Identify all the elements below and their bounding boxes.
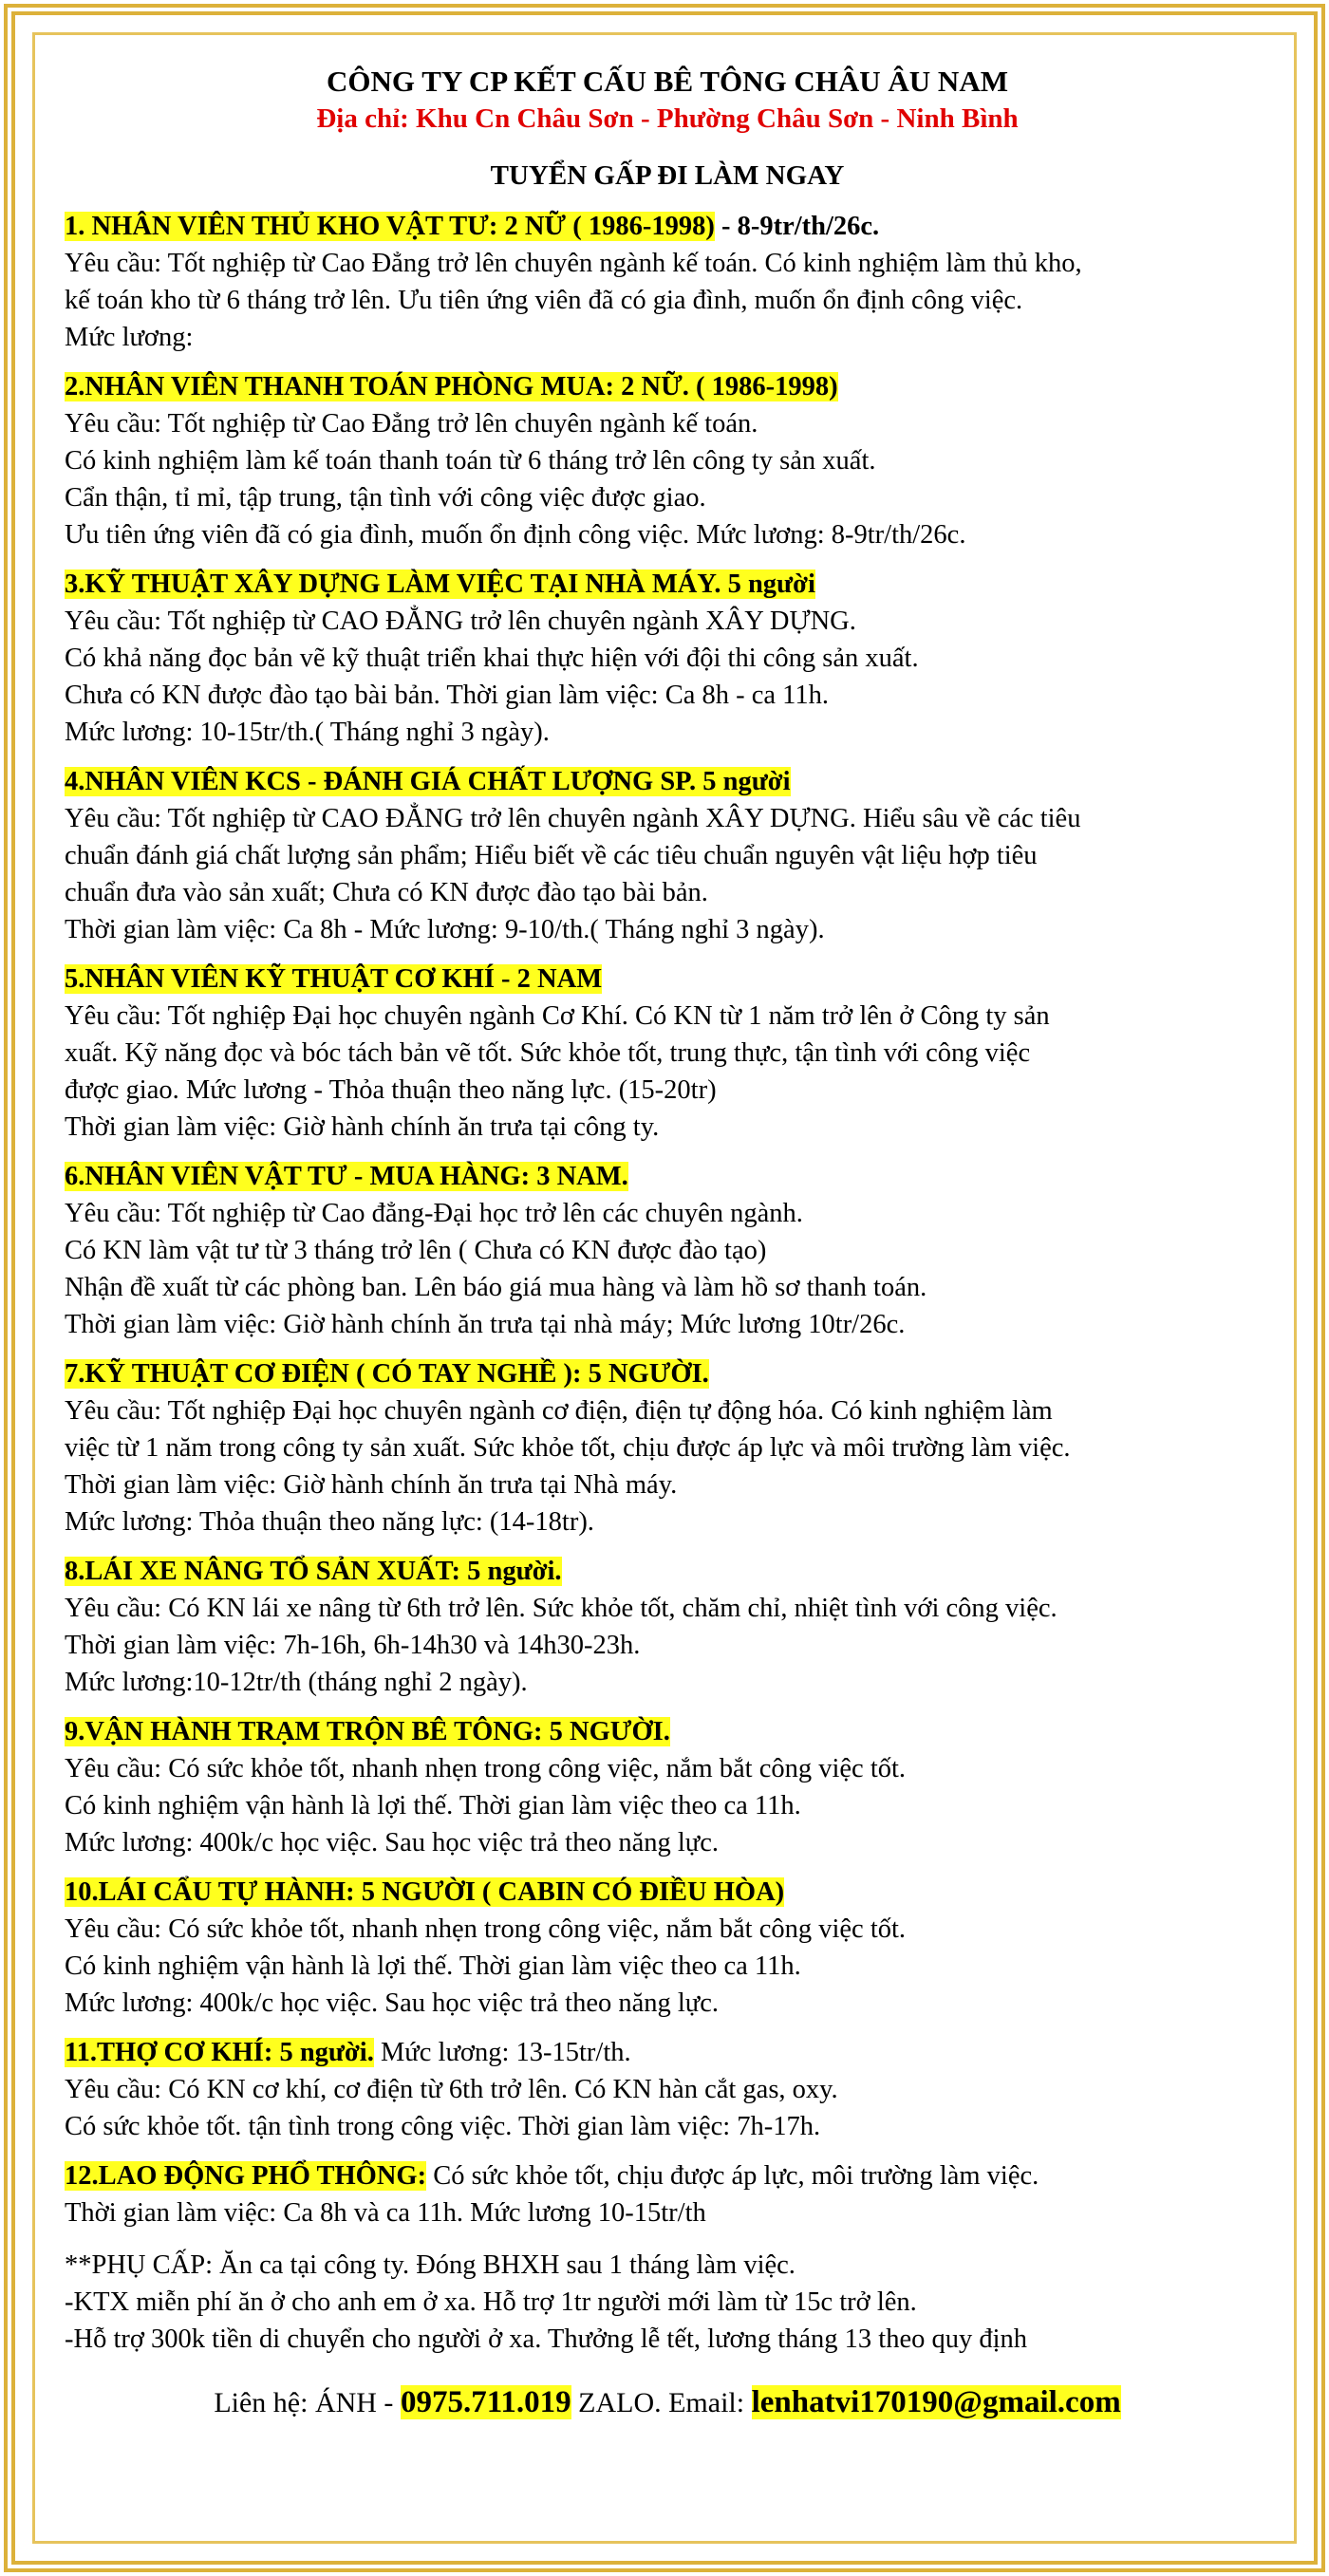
- job-detail-line: Có KN làm vật tư từ 3 tháng trở lên ( Chưa có KN được đào tạo): [65, 1236, 767, 1265]
- job-title: 7.KỸ THUẬT CƠ ĐIỆN ( CÓ TAY NGHỀ ): 5 NGƯỜI.: [65, 1359, 709, 1389]
- job-detail-line: Thời gian làm việc: Ca 8h - Mức lương: 9-10/th.( Tháng nghỉ 3 ngày).: [65, 915, 825, 944]
- job-title: 9.VẬN HÀNH TRẠM TRỘN BÊ TÔNG: 5 NGƯỜI.: [65, 1717, 670, 1746]
- job-item: [65, 764, 1270, 948]
- contact-phone: 0975.711.019: [400, 2385, 571, 2419]
- benefit-line: -Hỗ trợ 300k tiền di chuyển cho người ở xa. Thưởng lễ tết, lương tháng 13 theo quy định: [65, 2324, 1028, 2354]
- job-detail-line: Ưu tiên ứng viên đã có gia đình, muốn ổn định công việc. Mức lương: 8-9tr/th/26c.: [65, 520, 966, 550]
- job-title-line: [65, 2035, 1270, 2071]
- job-detail-line: Yêu cầu: Tốt nghiệp từ Cao đẳng-Đại học trở lên các chuyên ngành.: [65, 1199, 803, 1228]
- job-title: 11.THỢ CƠ KHÍ: 5 người.: [65, 2038, 374, 2067]
- job-item: [65, 1356, 1270, 1540]
- job-detail-line: Mức lương: Thỏa thuận theo năng lực: (14-18tr).: [65, 1507, 594, 1537]
- job-title-line: [65, 1875, 1270, 1911]
- job-detail-line: Chưa có KN được đào tạo bài bản. Thời gian làm việc: Ca 8h - ca 11h.: [65, 681, 829, 710]
- job-detail-line: chuẩn đưa vào sản xuất; Chưa có KN được đào tạo bài bản.: [65, 878, 708, 907]
- job-detail-line: Có kinh nghiệm làm kế toán thanh toán từ 6 tháng trở lên công ty sản xuất.: [65, 446, 876, 476]
- benefits-section: [65, 2247, 1270, 2358]
- company-address: Địa chỉ: Khu Cn Châu Sơn - Phường Châu Sơn - Ninh Bình: [316, 103, 1019, 134]
- job-detail-line: Yêu cầu: Tốt nghiệp từ Cao Đẳng trở lên chuyên ngành kế toán. Có kinh nghiệm làm thủ kho,: [65, 249, 1082, 278]
- job-detail-line: kế toán kho từ 6 tháng trở lên. Ưu tiên ứng viên đã có gia đình, muốn ổn định công việc.: [65, 286, 1023, 315]
- job-title: 2.NHÂN VIÊN THANH TOÁN PHÒNG MUA: 2 NỮ. ( 1986-1998): [65, 372, 838, 401]
- job-list: [65, 209, 1270, 2231]
- job-title-line: [65, 1159, 1270, 1195]
- job-title-line: [65, 764, 1270, 800]
- job-detail-line: Cẩn thận, tỉ mỉ, tập trung, tận tình với công việc được giao.: [65, 483, 706, 513]
- poster-content: [65, 53, 1270, 2452]
- job-title-suffix: Mức lương: 13-15tr/th.: [373, 2038, 631, 2067]
- job-detail-line: Thời gian làm việc: Ca 8h và ca 11h. Mức lương 10-15tr/th: [65, 2198, 706, 2228]
- job-detail-line: Yêu cầu: Tốt nghiệp Đại học chuyên ngành Cơ Khí. Có KN từ 1 năm trở lên ở Công ty sản: [65, 1001, 1050, 1031]
- job-item: [65, 2035, 1270, 2145]
- job-detail-line: Có kinh nghiệm vận hành là lợi thế. Thời gian làm việc theo ca 11h.: [65, 1791, 801, 1820]
- recruit-headline: TUYỂN GẤP ĐI LÀM NGAY: [490, 160, 845, 191]
- job-detail-line: Có kinh nghiệm vận hành là lợi thế. Thời gian làm việc theo ca 11h.: [65, 1951, 801, 1981]
- job-detail-line: Nhận đề xuất từ các phòng ban. Lên báo giá mua hàng và làm hồ sơ thanh toán.: [65, 1273, 927, 1302]
- job-title-line: [65, 1554, 1270, 1590]
- job-detail-line: Mức lương: 400k/c học việc. Sau học việc trả theo năng lực.: [65, 1828, 720, 1857]
- contact-email: lenhatvi170190@gmail.com: [751, 2385, 1121, 2419]
- job-title: 1. NHÂN VIÊN THỦ KHO VẬT TƯ: 2 NỮ ( 1986-1998): [65, 212, 715, 241]
- job-title-suffix: Có sức khỏe tốt, chịu được áp lực, môi trường làm việc.: [426, 2161, 1039, 2191]
- job-detail-line: Mức lương: 10-15tr/th.( Tháng nghỉ 3 ngày).: [65, 718, 550, 747]
- benefit-line: -KTX miễn phí ăn ở cho anh em ở xa. Hỗ trợ 1tr người mới làm từ 15c trở lên.: [65, 2287, 917, 2317]
- job-detail-line: xuất. Kỹ năng đọc và bóc tách bản vẽ tốt. Sức khỏe tốt, trung thực, tận tình với công việc: [65, 1038, 1031, 1068]
- job-detail-line: việc từ 1 năm trong công ty sản xuất. Sức khỏe tốt, chịu được áp lực và môi trường làm việc.: [65, 1433, 1071, 1463]
- job-item: [65, 2158, 1270, 2231]
- job-item: [65, 1554, 1270, 1701]
- job-title-line: [65, 209, 1270, 245]
- job-detail-line: được giao. Mức lương - Thỏa thuận theo năng lực. (15-20tr): [65, 1075, 717, 1105]
- job-title-line: [65, 1714, 1270, 1750]
- poster-frame: [4, 4, 1325, 2572]
- job-title: 3.KỸ THUẬT XÂY DỰNG LÀM VIỆC TẠI NHÀ MÁY. 5 người: [65, 569, 815, 599]
- job-detail-line: Yêu cầu: Có KN cơ khí, cơ điện từ 6th trở lên. Có KN hàn cắt gas, oxy.: [65, 2075, 838, 2104]
- contact-line: [65, 2382, 1270, 2423]
- contact-prefix: Liên hệ: ÁNH -: [214, 2387, 401, 2418]
- job-detail-line: Thời gian làm việc: Giờ hành chính ăn trưa tại Nhà máy.: [65, 1470, 678, 1500]
- job-item: [65, 567, 1270, 751]
- job-detail-line: Yêu cầu: Có sức khỏe tốt, nhanh nhẹn trong công việc, nắm bắt công việc tốt.: [65, 1914, 907, 1944]
- contact-middle: ZALO. Email:: [571, 2387, 752, 2418]
- job-detail-line: Thời gian làm việc: Giờ hành chính ăn trưa tại nhà máy; Mức lương 10tr/26c.: [65, 1310, 906, 1339]
- job-title-line: [65, 2158, 1270, 2194]
- job-detail-line: Yêu cầu: Có KN lái xe nâng từ 6th trở lên. Sức khỏe tốt, chăm chỉ, nhiệt tình với công việc.: [65, 1594, 1058, 1623]
- job-detail-line: Thời gian làm việc: 7h-16h, 6h-14h30 và 14h30-23h.: [65, 1631, 641, 1660]
- job-item: [65, 209, 1270, 356]
- job-title: 6.NHÂN VIÊN VẬT TƯ - MUA HÀNG: 3 NAM.: [65, 1162, 628, 1191]
- company-name: CÔNG TY CP KẾT CẤU BÊ TÔNG CHÂU ÂU NAM: [327, 65, 1008, 98]
- job-detail-line: Yêu cầu: Tốt nghiệp từ CAO ĐẲNG trở lên chuyên ngành XÂY DỰNG.: [65, 607, 856, 636]
- job-title: 10.LÁI CẨU TỰ HÀNH: 5 NGƯỜI ( CABIN CÓ ĐIỀU HÒA): [65, 1877, 785, 1907]
- job-detail-line: Yêu cầu: Có sức khỏe tốt, nhanh nhẹn trong công việc, nắm bắt công việc tốt.: [65, 1754, 907, 1783]
- job-detail-line: Yêu cầu: Tốt nghiệp từ Cao Đẳng trở lên chuyên ngành kế toán.: [65, 409, 758, 439]
- job-title: 5.NHÂN VIÊN KỸ THUẬT CƠ KHÍ - 2 NAM: [65, 964, 603, 994]
- job-detail-line: Yêu cầu: Tốt nghiệp Đại học chuyên ngành cơ điện, điện tự động hóa. Có kinh nghiệm làm: [65, 1396, 1053, 1426]
- job-detail-line: Mức lương: 400k/c học việc. Sau học việc trả theo năng lực.: [65, 1988, 720, 2018]
- benefit-line: **PHỤ CẤP: Ăn ca tại công ty. Đóng BHXH sau 1 tháng làm việc.: [65, 2250, 796, 2280]
- job-detail-line: Mức lương:10-12tr/th (tháng nghỉ 2 ngày).: [65, 1668, 528, 1697]
- job-title: 12.LAO ĐỘNG PHỔ THÔNG:: [65, 2161, 427, 2191]
- job-title: 4.NHÂN VIÊN KCS - ĐÁNH GIÁ CHẤT LƯỢNG SP. 5 người: [65, 767, 791, 796]
- job-detail-line: chuẩn đánh giá chất lượng sản phẩm; Hiểu biết về các tiêu chuẩn nguyên vật liệu hợp tiêu: [65, 841, 1038, 870]
- job-title-line: [65, 1356, 1270, 1392]
- job-item: [65, 961, 1270, 1146]
- job-detail-line: Có khả năng đọc bản vẽ kỹ thuật triển khai thực hiện với đội thi công sản xuất.: [65, 644, 919, 673]
- job-detail-line: Thời gian làm việc: Giờ hành chính ăn trưa tại công ty.: [65, 1112, 660, 1142]
- job-detail-line: Yêu cầu: Tốt nghiệp từ CAO ĐẲNG trở lên chuyên ngành XÂY DỰNG. Hiểu sâu về các tiêu: [65, 804, 1081, 833]
- job-item: [65, 369, 1270, 553]
- job-title: 8.LÁI XE NÂNG TỔ SẢN XUẤT: 5 người.: [65, 1557, 562, 1586]
- job-detail-line: Có sức khỏe tốt. tận tình trong công việc. Thời gian làm việc: 7h-17h.: [65, 2112, 821, 2141]
- job-item: [65, 1714, 1270, 1861]
- job-title-line: [65, 369, 1270, 405]
- job-title-line: [65, 961, 1270, 998]
- job-item: [65, 1159, 1270, 1343]
- job-title-suffix: - 8-9tr/th/26c.: [714, 212, 880, 241]
- job-detail-line: Mức lương:: [65, 323, 194, 352]
- job-title-line: [65, 567, 1270, 603]
- job-item: [65, 1875, 1270, 2022]
